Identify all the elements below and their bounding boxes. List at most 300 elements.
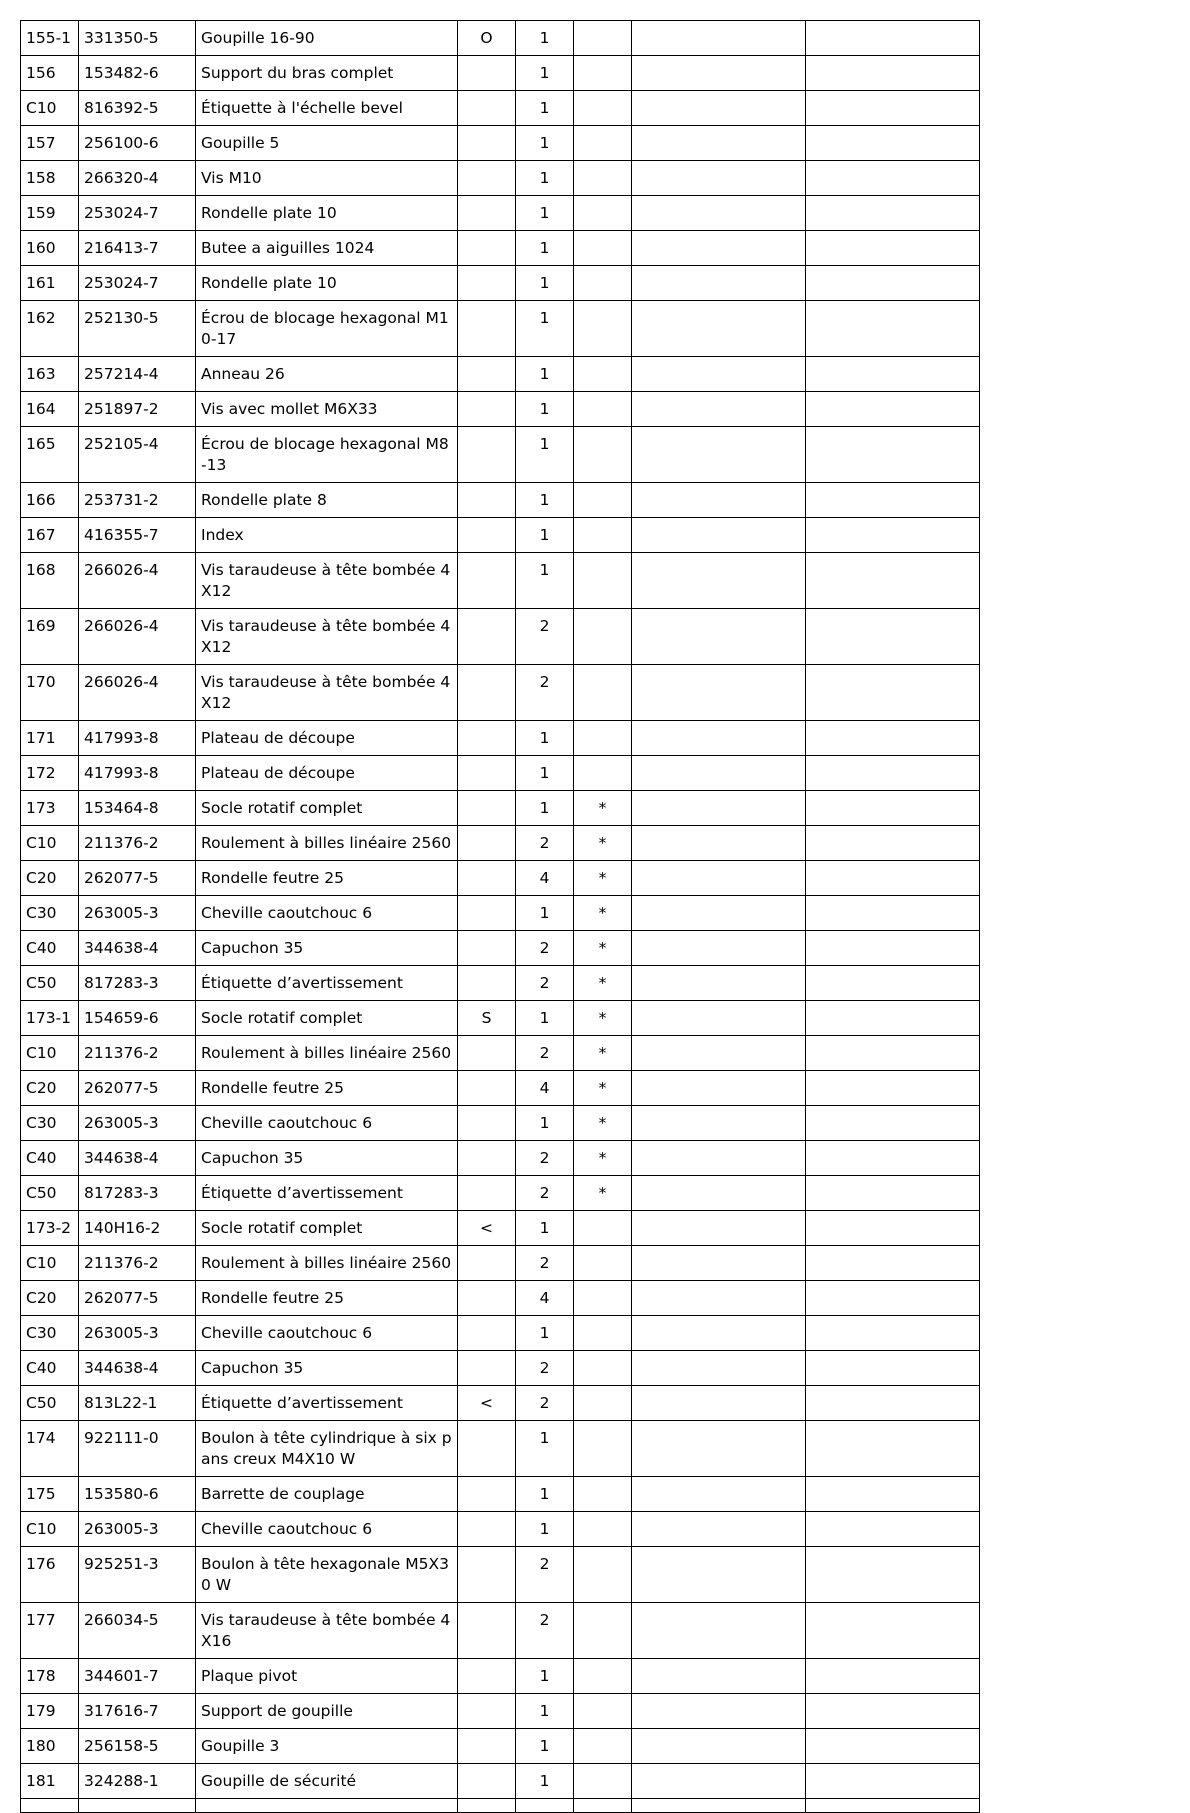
part-number-cell: 262077-5 [79,861,196,896]
part-number-cell: 344638-4 [79,931,196,966]
blank-cell [806,161,980,196]
part-number-cell: 251897-2 [79,392,196,427]
ref-number-cell: 166 [21,483,79,518]
ref-number-cell: 170 [21,665,79,721]
blank-cell [806,1281,980,1316]
quantity-cell: 1 [516,56,574,91]
blank-cell [806,21,980,56]
blank-cell [806,1421,980,1477]
description-cell: Écrou de blocage hexagonal M8-13 [196,427,458,483]
table-row [21,301,980,357]
quantity-cell: 1 [516,91,574,126]
blank-cell [806,1729,980,1764]
blank-cell [632,231,806,266]
table-row [21,1141,980,1176]
table-row [21,1659,980,1694]
blank-cell [632,756,806,791]
change-mark-cell [458,1477,516,1512]
table-row [21,1421,980,1477]
ref-number-cell: C30 [21,1316,79,1351]
table-row [21,1351,980,1386]
blank-cell [806,665,980,721]
part-number-cell: 154659-6 [79,1001,196,1036]
note-cell [574,1547,632,1603]
blank-cell [632,553,806,609]
description-cell: Étiquette d’avertissement [196,966,458,1001]
description-cell: Boulon à tête cylindrique à six pans creux M4X10 W [196,1421,458,1477]
ref-number-cell: C40 [21,931,79,966]
quantity-cell: 2 [516,1603,574,1659]
change-mark-cell [458,1547,516,1603]
quantity-cell: 2 [516,966,574,1001]
quantity-cell: 1 [516,1694,574,1729]
blank-cell [806,1141,980,1176]
table-row [21,91,980,126]
quantity-cell: 4 [516,1071,574,1106]
quantity-cell: 1 [516,1764,574,1799]
blank-cell [632,861,806,896]
description-cell: Anneau 26 [196,357,458,392]
part-number-cell: 266026-4 [79,665,196,721]
table-row [21,357,980,392]
blank-cell [806,1764,980,1799]
description-cell: Capuchon 35 [196,1351,458,1386]
table-row [21,966,980,1001]
blank-cell [632,1316,806,1351]
note-cell: * [574,791,632,826]
note-cell [574,518,632,553]
description-cell: Roulement à billes linéaire 2560 [196,1036,458,1071]
note-cell: * [574,826,632,861]
change-mark-cell [458,553,516,609]
note-cell: * [574,966,632,1001]
part-number-cell: 257214-4 [79,357,196,392]
change-mark-cell [458,1106,516,1141]
note-cell [574,301,632,357]
quantity-cell: 1 [516,1477,574,1512]
change-mark-cell [458,231,516,266]
table-row [21,196,980,231]
ref-number-cell: 173 [21,791,79,826]
description-cell: Support du bras complet [196,56,458,91]
quantity-cell: 2 [516,1351,574,1386]
description-cell: Cheville caoutchouc 6 [196,1316,458,1351]
table-row [21,756,980,791]
blank-cell [632,21,806,56]
ref-number-cell: C40 [21,1141,79,1176]
blank-cell [806,1351,980,1386]
part-number-cell: 417993-8 [79,756,196,791]
part-number-cell: 256100-6 [79,126,196,161]
note-cell [574,1421,632,1477]
blank-cell [632,1036,806,1071]
blank-cell [632,791,806,826]
quantity-cell: 1 [516,1421,574,1477]
table-row [21,931,980,966]
table-row [21,791,980,826]
quantity-cell: 1 [516,161,574,196]
quantity-cell: 2 [516,609,574,665]
quantity-cell: 2 [516,826,574,861]
description-cell: Goupille de sécurité [196,1764,458,1799]
quantity-cell: 2 [516,931,574,966]
quantity-cell: 1 [516,231,574,266]
ref-number-cell: C50 [21,1176,79,1211]
note-cell [574,1659,632,1694]
blank-cell [806,1071,980,1106]
change-mark-cell [458,1281,516,1316]
blank-cell [632,1547,806,1603]
description-cell: Vis taraudeuse à tête bombée 4X12 [196,553,458,609]
blank-cell [806,826,980,861]
change-mark-cell [458,1603,516,1659]
blank-cell [806,1603,980,1659]
blank-cell [632,896,806,931]
note-cell [574,1281,632,1316]
note-cell [574,721,632,756]
description-cell: Vis taraudeuse à tête bombée 4X12 [196,665,458,721]
blank-cell [806,966,980,1001]
quantity-cell: 1 [516,21,574,56]
ref-number-cell: 169 [21,609,79,665]
quantity-cell: 2 [516,665,574,721]
ref-number-cell: 163 [21,357,79,392]
quantity-cell: 1 [516,392,574,427]
description-cell: Vis taraudeuse à tête bombée 4X12 [196,609,458,665]
blank-cell [806,861,980,896]
change-mark-cell [458,931,516,966]
part-number-cell: 153580-6 [79,1477,196,1512]
ref-number-cell: 160 [21,231,79,266]
part-number-cell: 816392-5 [79,91,196,126]
part-number-cell: 253024-7 [79,196,196,231]
ref-number-cell: C10 [21,91,79,126]
change-mark-cell [458,483,516,518]
part-number-cell: 263005-3 [79,1512,196,1547]
blank-cell [632,126,806,161]
change-mark-cell [458,91,516,126]
blank-cell [632,518,806,553]
description-cell: Cheville caoutchouc 6 [196,1106,458,1141]
table-row [21,1694,980,1729]
blank-cell [806,1316,980,1351]
blank-cell [632,301,806,357]
table-row [21,1477,980,1512]
description-cell: Cheville caoutchouc 6 [196,1512,458,1547]
blank-cell [632,1694,806,1729]
description-cell: Socle rotatif complet [196,1211,458,1246]
table-row [21,1036,980,1071]
blank-cell [806,1659,980,1694]
table-row [21,1106,980,1141]
part-number-cell: 266026-4 [79,553,196,609]
change-mark-cell [458,1036,516,1071]
table-row [21,1547,980,1603]
blank-cell [632,483,806,518]
change-mark-cell [458,1316,516,1351]
blank-cell [806,91,980,126]
quantity-cell: 1 [516,1659,574,1694]
blank-cell [632,1603,806,1659]
description-cell: Rondelle plate 8 [196,483,458,518]
quantity-cell: 1 [516,1001,574,1036]
description-cell: Capuchon 35 [196,1141,458,1176]
change-mark-cell [458,266,516,301]
part-number-cell: 262077-5 [79,1281,196,1316]
change-mark-cell [458,1512,516,1547]
blank-cell [806,1477,980,1512]
part-number-cell: 253024-7 [79,266,196,301]
note-cell [574,609,632,665]
part-number-cell: 262077-5 [79,1071,196,1106]
note-cell [574,1603,632,1659]
blank-cell [632,1477,806,1512]
ref-number-cell: 173-1 [21,1001,79,1036]
ref-number-cell: C10 [21,1036,79,1071]
change-mark-cell [458,1246,516,1281]
note-cell [574,1246,632,1281]
blank-cell [806,392,980,427]
ref-number-cell: 171 [21,721,79,756]
quantity-cell: 1 [516,427,574,483]
change-mark-cell [458,1694,516,1729]
blank-cell [632,1799,806,1813]
blank-cell [632,392,806,427]
description-cell [196,1799,458,1813]
ref-number-cell: 167 [21,518,79,553]
blank-cell [806,266,980,301]
quantity-cell: 4 [516,861,574,896]
part-number-cell: 266320-4 [79,161,196,196]
ref-number-cell: 180 [21,1729,79,1764]
part-number-cell: 211376-2 [79,826,196,861]
quantity-cell [516,1799,574,1813]
ref-number-cell: C10 [21,1512,79,1547]
note-cell [574,1694,632,1729]
blank-cell [806,1036,980,1071]
change-mark-cell [458,518,516,553]
part-number-cell: 256158-5 [79,1729,196,1764]
ref-number-cell: C20 [21,1071,79,1106]
quantity-cell: 2 [516,1141,574,1176]
note-cell [574,1512,632,1547]
part-number-cell: 211376-2 [79,1036,196,1071]
blank-cell [806,609,980,665]
ref-number-cell: C40 [21,1351,79,1386]
parts-table [20,20,980,1813]
blank-cell [632,721,806,756]
table-row [21,266,980,301]
description-cell: Roulement à billes linéaire 2560 [196,1246,458,1281]
part-number-cell: 817283-3 [79,1176,196,1211]
change-mark-cell [458,392,516,427]
blank-cell [632,357,806,392]
part-number-cell: 153464-8 [79,791,196,826]
note-cell [574,1316,632,1351]
note-cell [574,56,632,91]
blank-cell [806,357,980,392]
ref-number-cell: C30 [21,896,79,931]
note-cell [574,665,632,721]
blank-cell [806,1799,980,1813]
part-number-cell: 263005-3 [79,1316,196,1351]
blank-cell [632,665,806,721]
table-row [21,483,980,518]
description-cell: Roulement à billes linéaire 2560 [196,826,458,861]
change-mark-cell [458,1421,516,1477]
ref-number-cell: 176 [21,1547,79,1603]
quantity-cell: 2 [516,1176,574,1211]
description-cell: Étiquette d’avertissement [196,1386,458,1421]
blank-cell [632,1512,806,1547]
blank-cell [806,756,980,791]
change-mark-cell [458,791,516,826]
ref-number-cell: 162 [21,301,79,357]
ref-number-cell: C10 [21,1246,79,1281]
ref-number-cell: 178 [21,1659,79,1694]
ref-number-cell: 168 [21,553,79,609]
change-mark-cell [458,826,516,861]
note-cell [574,1729,632,1764]
blank-cell [806,231,980,266]
note-cell [574,1764,632,1799]
ref-number-cell: 179 [21,1694,79,1729]
change-mark-cell [458,196,516,231]
description-cell: Support de goupille [196,1694,458,1729]
table-row [21,1071,980,1106]
blank-cell [632,1281,806,1316]
blank-cell [632,1764,806,1799]
ref-number-cell: C30 [21,1106,79,1141]
table-row [21,1512,980,1547]
blank-cell [632,1246,806,1281]
blank-cell [806,721,980,756]
description-cell: Socle rotatif complet [196,791,458,826]
quantity-cell: 1 [516,1211,574,1246]
blank-cell [806,126,980,161]
quantity-cell: 4 [516,1281,574,1316]
description-cell: Vis taraudeuse à tête bombée 4X16 [196,1603,458,1659]
ref-number-cell: 173-2 [21,1211,79,1246]
description-cell: Rondelle feutre 25 [196,1281,458,1316]
note-cell: * [574,1036,632,1071]
part-number-cell: 331350-5 [79,21,196,56]
description-cell: Plateau de découpe [196,756,458,791]
change-mark-cell [458,161,516,196]
change-mark-cell [458,357,516,392]
part-number-cell: 344638-4 [79,1141,196,1176]
change-mark-cell [458,1071,516,1106]
description-cell: Goupille 3 [196,1729,458,1764]
quantity-cell: 1 [516,553,574,609]
blank-cell [632,609,806,665]
note-cell [574,126,632,161]
description-cell: Rondelle feutre 25 [196,861,458,896]
note-cell: * [574,1071,632,1106]
blank-cell [806,1001,980,1036]
blank-cell [632,1141,806,1176]
change-mark-cell [458,756,516,791]
change-mark-cell [458,1141,516,1176]
part-number-cell: 216413-7 [79,231,196,266]
note-cell [574,553,632,609]
change-mark-cell [458,896,516,931]
table-row [21,231,980,266]
ref-number-cell: C50 [21,966,79,1001]
table-row [21,126,980,161]
quantity-cell: 1 [516,896,574,931]
description-cell: Goupille 5 [196,126,458,161]
note-cell [574,357,632,392]
table-row [21,553,980,609]
quantity-cell: 1 [516,1512,574,1547]
description-cell: Rondelle feutre 25 [196,1071,458,1106]
blank-cell [632,1386,806,1421]
blank-cell [632,1071,806,1106]
part-number-cell: 252130-5 [79,301,196,357]
change-mark-cell [458,427,516,483]
note-cell [574,231,632,266]
description-cell: Index [196,518,458,553]
blank-cell [806,1211,980,1246]
part-number-cell: 344601-7 [79,1659,196,1694]
change-mark-cell: O [458,21,516,56]
table-row [21,1386,980,1421]
blank-cell [632,1211,806,1246]
ref-number-cell: 175 [21,1477,79,1512]
note-cell: * [574,1141,632,1176]
note-cell: * [574,931,632,966]
change-mark-cell [458,1764,516,1799]
ref-number-cell: 172 [21,756,79,791]
table-row [21,1316,980,1351]
blank-cell [806,56,980,91]
part-number-cell: 211376-2 [79,1246,196,1281]
change-mark-cell [458,609,516,665]
blank-cell [806,791,980,826]
note-cell [574,756,632,791]
blank-cell [632,56,806,91]
description-cell: Vis M10 [196,161,458,196]
description-cell: Rondelle plate 10 [196,266,458,301]
ref-number-cell: 155-1 [21,21,79,56]
note-cell: * [574,861,632,896]
blank-cell [806,1694,980,1729]
change-mark-cell [458,126,516,161]
note-cell: * [574,1176,632,1211]
quantity-cell: 1 [516,483,574,518]
part-number-cell: 253731-2 [79,483,196,518]
ref-number-cell: 157 [21,126,79,161]
quantity-cell: 1 [516,301,574,357]
ref-number-cell: 161 [21,266,79,301]
ref-number-cell: C10 [21,826,79,861]
change-mark-cell [458,861,516,896]
description-cell: Plateau de découpe [196,721,458,756]
note-cell: * [574,1001,632,1036]
table-row [21,1729,980,1764]
description-cell: Vis avec mollet M6X33 [196,392,458,427]
quantity-cell: 1 [516,266,574,301]
table-row [21,161,980,196]
note-cell [574,1477,632,1512]
table-row [21,427,980,483]
part-number-cell: 266026-4 [79,609,196,665]
blank-cell [632,966,806,1001]
blank-cell [632,931,806,966]
description-cell: Étiquette à l'échelle bevel [196,91,458,126]
quantity-cell: 2 [516,1386,574,1421]
